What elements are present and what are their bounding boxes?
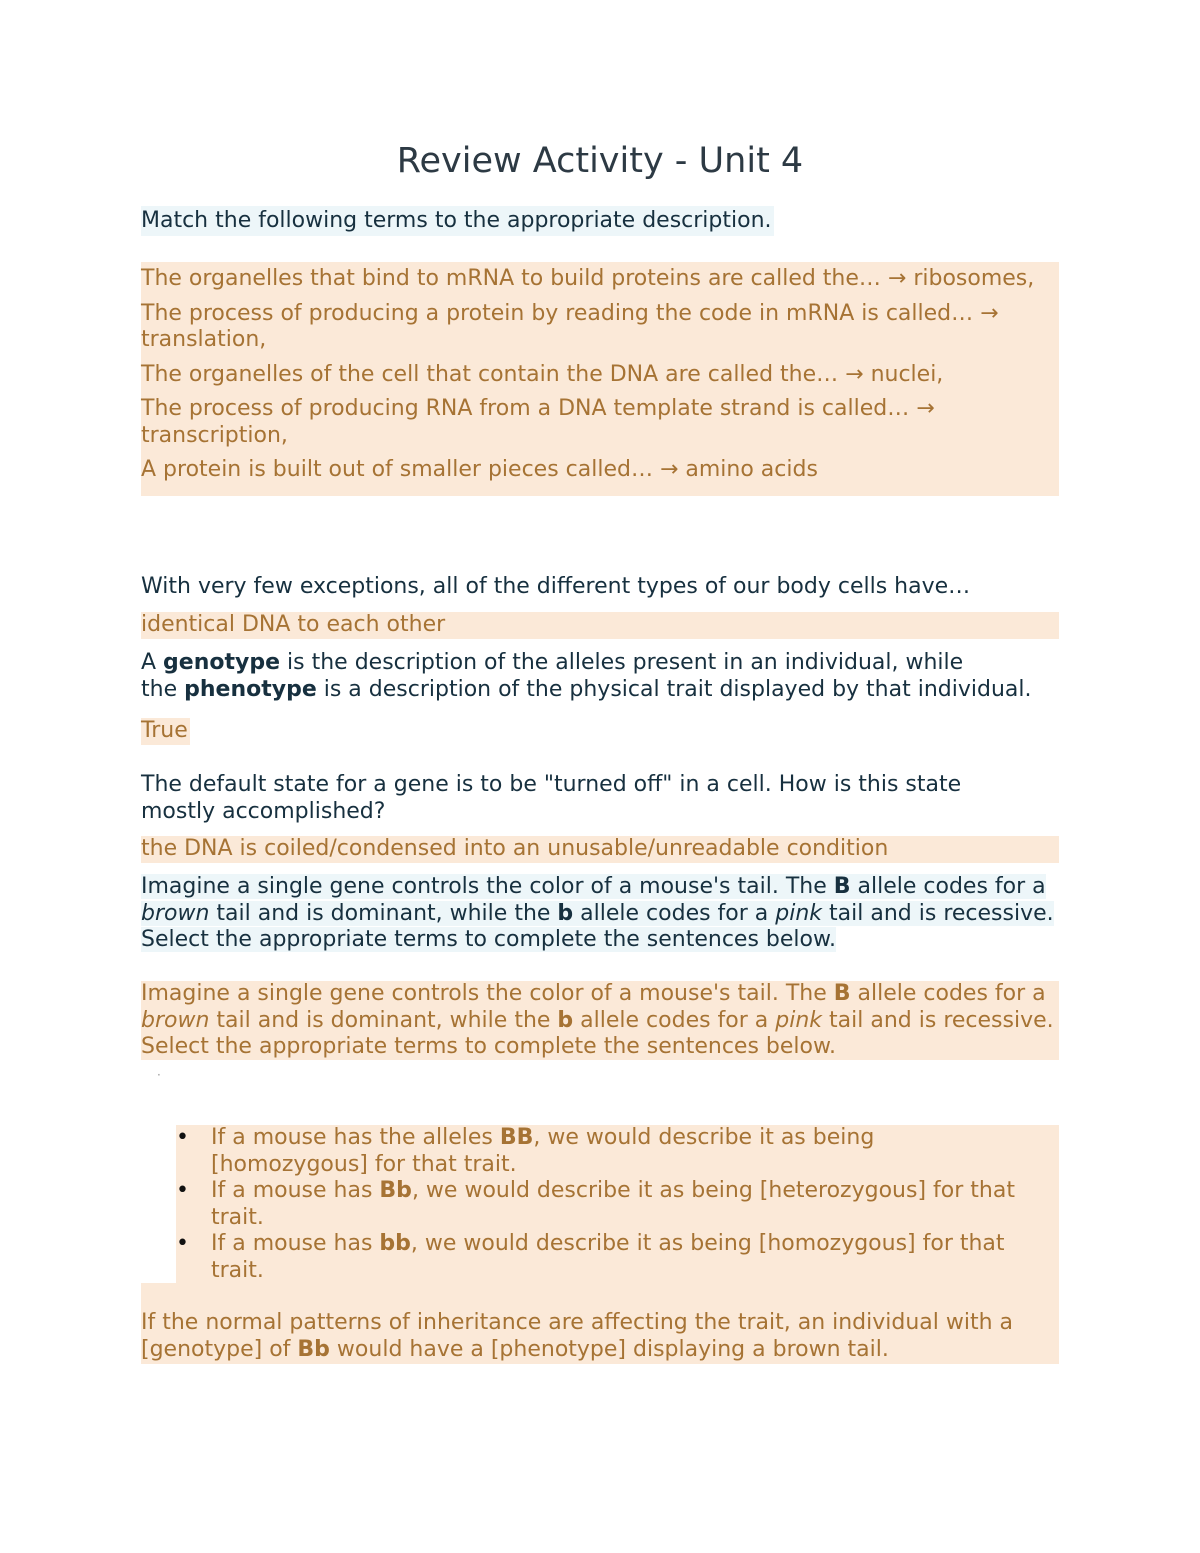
mouse-q-text-5: tail and is recessive. Select the appropriate terms to complete the sentences below. xyxy=(141,900,1054,952)
default-state-answer: the DNA is coiled/condensed into an unusable/unreadable condition xyxy=(141,836,1059,863)
bullet-2-text-1: If a mouse has xyxy=(211,1178,380,1203)
phenotype-term: phenotype xyxy=(184,676,317,702)
mouse-q-text-1: Imagine a single gene controls the color of a mouse's tail. The xyxy=(141,874,834,899)
mouse-bullet-list xyxy=(141,1125,1059,1284)
match-answer-3: The organelles of the cell that contain the DNA are called the… → nuclei, xyxy=(141,361,944,387)
bullet-3-text-1: If a mouse has xyxy=(211,1231,380,1256)
genotype-term: genotype xyxy=(163,650,281,675)
mouse-bullet-item xyxy=(141,1231,1059,1284)
bullet-marker: • xyxy=(176,1178,189,1203)
mouse-a-text-1: Imagine a single gene controls the color of a mouse's tail. The xyxy=(141,981,834,1006)
genotype-text-4: is a description of the physical trait displayed by that individual. xyxy=(316,676,1032,702)
mouse-q-text-4: allele codes for a xyxy=(573,900,776,926)
mouse-a-text-2: allele codes for a xyxy=(850,981,1046,1006)
cells-question: With very few exceptions, all of the different types of our body cells have… xyxy=(141,574,971,599)
mouse-a-text-5: tail and is recessive. Select the appropriate terms to complete the sentences below. xyxy=(141,1007,1054,1059)
mouse-q-brown: brown xyxy=(141,900,210,926)
mouse-q-pink: pink xyxy=(775,900,823,926)
default-state-question: The default state for a gene is to be "turned off" in a cell. How is this state mostly accomplished? xyxy=(141,772,962,824)
bullet-marker: • xyxy=(176,1125,189,1150)
mouse-q-allele-B: B xyxy=(833,874,851,899)
match-instruction-block xyxy=(141,208,774,235)
match-instruction: Match the following terms to the appropriate description. xyxy=(141,206,774,236)
match-answers xyxy=(141,262,1059,496)
bullet-marker: • xyxy=(176,1231,189,1256)
genotype-question xyxy=(141,650,1059,703)
mouse-question xyxy=(141,874,1059,954)
mouse-bullet-item xyxy=(141,1178,1059,1231)
bullet-2-text-2: , we would describe it as being [heterozygous] for that trait. xyxy=(211,1178,1015,1230)
match-answer-4: The process of producing RNA from a DNA template strand is called… → transcription, xyxy=(141,396,935,448)
mouse-answer-text xyxy=(141,981,1059,1061)
mouse-bullets-block xyxy=(176,1125,1059,1283)
mouse-a-text-4: allele codes for a xyxy=(573,1007,776,1033)
final-answer-block xyxy=(141,1283,1059,1364)
match-answer-5: A protein is built out of smaller pieces called… → amino acids xyxy=(141,457,818,482)
mouse-a-allele-B: B xyxy=(833,981,851,1006)
bullet-3-alleles: bb xyxy=(379,1231,411,1256)
mouse-q-allele-b: b xyxy=(557,900,574,926)
mouse-a-allele-b: b xyxy=(557,1007,574,1033)
genotype-text-3: the xyxy=(141,676,185,702)
genotype-text-1: A xyxy=(141,650,164,675)
mouse-q-text-3: tail and is dominant, while the xyxy=(209,900,558,926)
genotype-text-2: is the description of the alleles present in an individual, while xyxy=(280,650,964,675)
bullet-2-alleles: Bb xyxy=(379,1178,412,1203)
mouse-q-text-2: allele codes for a xyxy=(850,874,1046,899)
mouse-a-brown: brown xyxy=(141,1007,210,1033)
bullet-1-text-1: If a mouse has the alleles xyxy=(211,1125,500,1150)
final-genotype: Bb xyxy=(297,1336,330,1362)
cells-answer: identical DNA to each other xyxy=(141,612,1059,639)
genotype-answer: True xyxy=(141,718,188,743)
mouse-a-pink: pink xyxy=(775,1007,823,1033)
mouse-bullet-item xyxy=(141,1125,1059,1178)
match-answer-1: The organelles that bind to mRNA to build proteins are called the… → ribosomes, xyxy=(141,266,1035,291)
match-answer-2: The process of producing a protein by reading the code in mRNA is called… → translation, xyxy=(141,300,999,352)
final-answer-text xyxy=(141,1283,1059,1363)
bullet-3-text-2: , we would describe it as being [homozygous] for that trait. xyxy=(211,1231,1005,1283)
mouse-a-text-3: tail and is dominant, while the xyxy=(209,1007,558,1033)
stray-dot: · xyxy=(157,1068,161,1082)
mouse-answer-block xyxy=(141,981,1059,1060)
bullet-1-text-2: , we would describe it as being [homozygous] for that trait. xyxy=(211,1125,875,1177)
bullet-1-alleles: BB xyxy=(499,1125,534,1150)
final-text-2: would have a [phenotype] displaying a brown tail. xyxy=(329,1336,889,1362)
page-title: Review Activity - Unit 4 xyxy=(396,141,804,181)
final-text-1: If the normal patterns of inheritance are affecting the trait, an individual with a [genotype] of xyxy=(141,1310,1014,1362)
